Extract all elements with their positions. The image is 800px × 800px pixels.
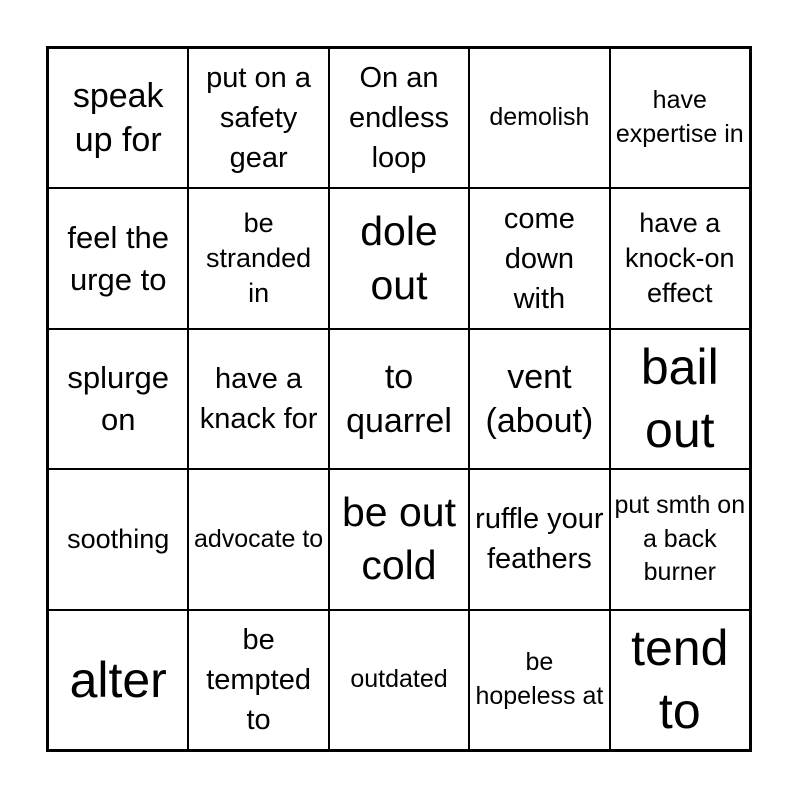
bingo-cell[interactable]: [329, 188, 469, 328]
cell-text: bail out: [640, 339, 719, 458]
bingo-cell[interactable]: [469, 610, 609, 750]
bingo-cell[interactable]: [610, 329, 750, 469]
cell-text: alter: [69, 651, 167, 708]
cell-text: put smth on a back burner: [614, 490, 746, 587]
bingo-cell[interactable]: [610, 188, 750, 328]
bingo-cell[interactable]: [329, 610, 469, 750]
cell-text: demolish: [489, 103, 590, 132]
cell-text: advocate to: [193, 524, 324, 553]
bingo-cell[interactable]: [188, 188, 328, 328]
bingo-board: [46, 46, 752, 752]
cell-text: put on a safety gear: [206, 62, 311, 175]
cell-text: On an endless loop: [349, 62, 449, 175]
bingo-cell[interactable]: [48, 469, 188, 609]
cell-text: tend to: [631, 620, 729, 739]
cell-text: have expertise in: [615, 86, 744, 149]
cell-text: have a knock-on effect: [625, 207, 735, 309]
cell-text: be hopeless at: [475, 648, 604, 710]
cell-text: come down with: [503, 202, 575, 315]
cell-text: be tempted to: [206, 623, 311, 736]
bingo-cell[interactable]: [188, 469, 328, 609]
cell-text: dole out: [360, 208, 438, 308]
bingo-cell[interactable]: [610, 48, 750, 188]
cell-text: outdated: [350, 664, 448, 693]
cell-text: ruffle your feathers: [475, 503, 604, 576]
bingo-cell[interactable]: [610, 469, 750, 609]
bingo-cell[interactable]: [469, 48, 609, 188]
bingo-cell[interactable]: [188, 610, 328, 750]
cell-text: soothing: [67, 523, 170, 554]
bingo-cell[interactable]: [188, 329, 328, 469]
cell-text: splurge on: [67, 360, 170, 437]
bingo-cell[interactable]: [48, 48, 188, 188]
bingo-cell[interactable]: [610, 610, 750, 750]
cell-text: to quarrel: [346, 357, 452, 440]
bingo-cell[interactable]: [329, 48, 469, 188]
cell-text: be stranded in: [206, 207, 312, 309]
cell-text: vent (about): [485, 357, 594, 440]
bingo-cell[interactable]: [48, 188, 188, 328]
bingo-cell[interactable]: [469, 329, 609, 469]
bingo-cell[interactable]: [48, 610, 188, 750]
bingo-cell[interactable]: [188, 48, 328, 188]
cell-text: feel the urge to: [67, 219, 170, 297]
bingo-cell[interactable]: [469, 188, 609, 328]
bingo-cell[interactable]: [329, 469, 469, 609]
cell-text: be out cold: [341, 489, 456, 589]
cell-text: have a knack for: [199, 362, 318, 435]
cell-text: speak up for: [72, 77, 164, 160]
bingo-cell[interactable]: [48, 329, 188, 469]
bingo-cell[interactable]: [469, 469, 609, 609]
bingo-cell[interactable]: [329, 329, 469, 469]
